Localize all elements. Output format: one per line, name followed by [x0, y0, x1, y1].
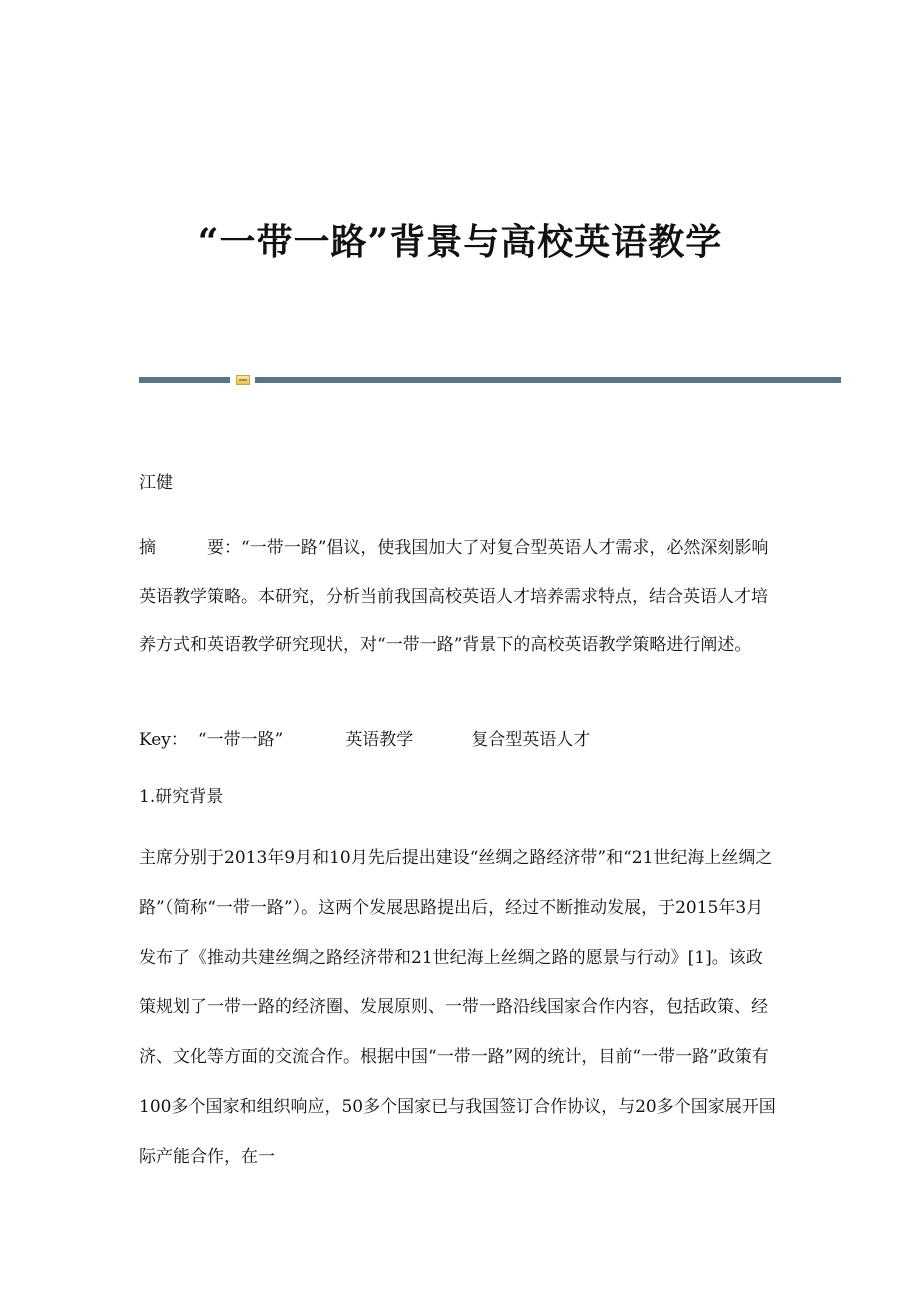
title-divider	[139, 375, 841, 385]
keyword-item: “一带一路”	[197, 730, 284, 750]
keywords	[139, 725, 779, 755]
abstract	[139, 524, 779, 670]
document-title: “一带一路”背景与高校英语教学	[197, 221, 723, 263]
divider-bar-left	[139, 377, 230, 383]
section-paragraph: 主席分别于2013年9月和10月先后提出建设“丝绸之路经济带”和“21世纪海上丝绸之路”（简称“一带一路”）。这两个发展思路提出后，经过不断推动发展，于2015年3月发布了《推动共建丝绸之路经济带和21世纪海上丝绸之路的愿景与行动》[1]。该政策规划了一带一路的经济圈、发展原则、一带一路沿线国家合作内容，包括政策、经济、文化等方面的交流合作。根据中国“一带一路”网的统计，目前“一带一路”政策有100多个国家和组织响应，50多个国家已与我国签订合作协议，与20多个国家展开国际产能合作，在一	[139, 848, 776, 1167]
divider-bar-right	[255, 377, 841, 383]
abstract-label: 摘 要：	[139, 538, 241, 558]
author-name: 江健	[139, 473, 173, 493]
divider-ornament-icon	[236, 375, 250, 385]
keyword-item: 复合型英语人才	[471, 730, 591, 750]
keywords-label: Key：	[139, 730, 188, 750]
keyword-item: 英语教学	[345, 730, 414, 750]
abstract-text: “一带一路”倡议，使我国加大了对复合型英语人才需求，必然深刻影响英语教学策略。本研究，分析当前我国高校英语人才培养需求特点，结合英语人才培养方式和英语教学研究现状，对“一带一路”背景下的高校英语教学策略进行阐述。	[139, 538, 769, 655]
section-heading: 1.研究背景	[139, 787, 224, 807]
